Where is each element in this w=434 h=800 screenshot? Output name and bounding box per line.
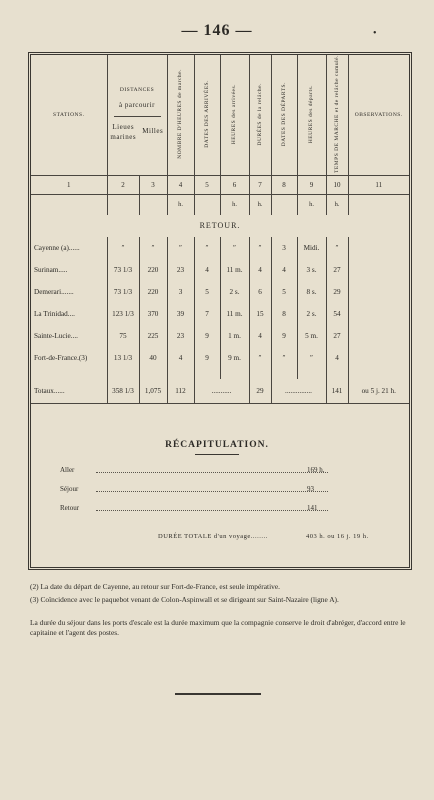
heure-arrivee: 9 m. [220,347,249,369]
milles-value: 40 [139,347,167,369]
table-row [31,259,409,281]
recap-aller-value: 169 h. [307,466,325,474]
lieues-value: 13 1/3 [107,347,139,369]
column-number: 9 [297,175,326,194]
recap-sejour-value: 93 [307,485,314,493]
milles-value: 225 [139,325,167,347]
heure-arrivee: 1 m. [220,325,249,347]
observation [348,325,409,347]
spacer-row [31,369,409,379]
unit-cell [348,194,409,215]
totals-relache: 29 [249,379,271,404]
column-number: 10 [326,175,348,194]
unit-cell: h. [326,194,348,215]
cumul-value: 27 [326,325,348,347]
totals-observation: ou 5 j. 21 h. [348,379,409,404]
leader-dots [96,491,328,492]
date-depart: 5 [271,281,297,303]
header-stations: STATIONS. [53,111,85,118]
totals-row [31,379,409,404]
milles-value: 220 [139,259,167,281]
milles-value: 220 [139,281,167,303]
lieues-value: 75 [107,325,139,347]
recap-rule [195,454,239,455]
recap-total-label: DURÉE TOTALE d'un voyage........ [158,533,268,540]
heure-arrivee: ″ [220,237,249,259]
leader-dots [96,472,328,473]
observation [348,347,409,369]
recap-sejour-label: Séjour [60,485,79,493]
recap-total-value: 403 h. ou 16 j. 19 h. [306,533,369,540]
totals-lieues: 358 1/3 [107,379,139,404]
date-arrivee: 5 [194,281,220,303]
date-arrivee: 7 [194,303,220,325]
heure-depart: 5 m. [297,325,326,347]
heures-value: 23 [167,325,194,347]
unit-cell [194,194,220,215]
unit-cell: h. [220,194,249,215]
heure-arrivee: 2 s. [220,281,249,303]
table-row [31,237,409,259]
header-heures-departs: HEURES des départs. [297,55,326,175]
station-name: Sainte-Lucie.... [34,331,78,340]
distances-label: DISTANCES [119,86,155,93]
footnote-sejour: La durée du séjour dans les ports d'escale est la durée maximum que la compagnie conserve le droit d'abréger, d'accord entre le capitaine et l'agent des postes. [30,618,406,637]
cumul-value: 27 [326,259,348,281]
date-arrivee: ″ [194,237,220,259]
heure-depart: 3 s. [297,259,326,281]
heures-value: 3 [167,281,194,303]
column-number: 4 [167,175,194,194]
cumul-value: 4 [326,347,348,369]
recap-retour-value: 141 [307,504,318,512]
unit-cell: h. [167,194,194,215]
station-name: Fort-de-France.(3) [34,353,88,362]
column-number: 6 [220,175,249,194]
page-mark: • [373,28,377,39]
totals-heures: 112 [167,379,194,404]
totals-dates: ........... [194,379,249,404]
heures-value: ″ [167,237,194,259]
observation [348,237,409,259]
heure-arrivee: 11 m. [220,303,249,325]
lieues-label: Lieues marines [110,123,137,142]
lieues-value: 73 1/3 [107,259,139,281]
recap-total [158,533,369,540]
column-number: 7 [249,175,271,194]
header-durees-relache: DURÉES de la relâche. [249,55,271,175]
heure-depart: ″ [297,347,326,369]
heure-depart: 8 s. [297,281,326,303]
header-heures-arrivees: HEURES des arrivées. [220,55,249,175]
lieues-value: 123 1/3 [107,303,139,325]
column-number: 1 [31,175,107,194]
section-title: RETOUR. [199,221,241,231]
heure-depart: 2 s. [297,303,326,325]
data-rows [31,237,409,369]
header-dates-departs: DATES DES DÉPARTS. [271,55,297,175]
table-row [31,281,409,303]
totals-milles: 1,075 [139,379,167,404]
date-arrivee: 9 [194,325,220,347]
relache-value: 15 [249,303,271,325]
column-number: 2 [107,175,139,194]
page-number: — 146 — [181,22,253,39]
footnote-3: (3) Coïncidence avec le paquebot venant de Colon-Aspinwall et se dirigeant sur Saint-Nazaire (ligne A). [30,595,339,604]
unit-cell [107,194,139,215]
relache-value: 6 [249,281,271,303]
heure-arrivee: 11 m. [220,259,249,281]
heures-value: 4 [167,347,194,369]
column-number: 11 [348,175,409,194]
totals-cumul: 141 [326,379,348,404]
column-number: 3 [139,175,167,194]
lieues-value: ″ [107,237,139,259]
station-name: La Trinidad.... [34,309,75,318]
heures-value: 39 [167,303,194,325]
relache-value: ″ [249,237,271,259]
column-number-row [31,175,409,194]
milles-label: Milles [142,127,164,136]
leader-dots [96,510,328,511]
date-depart: 9 [271,325,297,347]
header-row [31,55,409,175]
header-nombre-heures: NOMBRE D'HEURES de marche. [167,55,194,175]
cumul-value: ″ [326,237,348,259]
lieues-value: 73 1/3 [107,281,139,303]
date-depart: ″ [271,347,297,369]
column-number: 5 [194,175,220,194]
observation [348,259,409,281]
relache-value: ″ [249,347,271,369]
cumul-value: 54 [326,303,348,325]
unit-row [31,194,409,215]
recap-retour-label: Retour [60,504,80,512]
header-dates-arrivees: DATES DES ARRIVÉES. [194,55,220,175]
totals-label: Totaux...... [31,379,107,404]
recap-title: RÉCAPITULATION. [165,440,269,450]
unit-cell [31,194,107,215]
station-name: Cayenne (a)...... [34,243,80,252]
footnote-2: (2) La date du départ de Cayenne, au retour sur Fort-de-France, est seule impérative. [30,582,280,591]
relache-value: 4 [249,259,271,281]
column-number: 8 [271,175,297,194]
observation [348,303,409,325]
unit-cell: h. [297,194,326,215]
milles-value: 370 [139,303,167,325]
totals-departs: ............... [271,379,326,404]
date-depart: 8 [271,303,297,325]
unit-cell [271,194,297,215]
bottom-rule [175,693,261,695]
a-parcourir-label: à parcourir [118,100,155,109]
date-arrivee: 9 [194,347,220,369]
section-row [31,215,409,237]
unit-cell: h. [249,194,271,215]
date-arrivee: 4 [194,259,220,281]
station-name: Demerari....... [34,287,74,296]
cumul-value: 29 [326,281,348,303]
table-row [31,303,409,325]
unit-cell [139,194,167,215]
header-temps-marche: TEMPS DE MARCHE et de relâche cumulé. [326,55,348,175]
header-distances [107,55,167,175]
milles-value: ″ [139,237,167,259]
recap-aller-label: Aller [60,466,75,474]
table-row [31,325,409,347]
heures-value: 23 [167,259,194,281]
relache-value: 4 [249,325,271,347]
station-name: Surinam..... [34,265,68,274]
heure-depart: Midi. [297,237,326,259]
table-row [31,347,409,369]
date-depart: 4 [271,259,297,281]
date-depart: 3 [271,237,297,259]
header-observations: OBSERVATIONS. [348,55,409,175]
observation [348,281,409,303]
schedule-table [31,55,409,404]
